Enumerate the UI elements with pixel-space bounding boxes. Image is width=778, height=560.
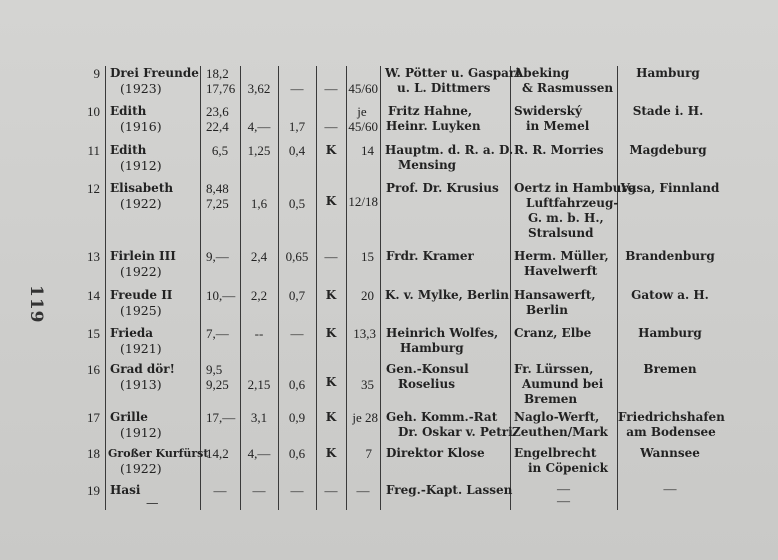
boat-year: (1925) <box>120 303 162 318</box>
owner-line-1: W. Pötter u. Gaspari <box>385 66 520 80</box>
beam-value: — <box>252 483 266 498</box>
boat-name: Drei Freunde <box>110 66 199 80</box>
sail-area: 12/18 <box>348 194 378 209</box>
boat-year: (1921) <box>120 341 162 356</box>
owner-line-1: Freg.-Kapt. Lassen <box>386 483 513 497</box>
beam-value: -- <box>254 326 264 341</box>
boat-year: (1912) <box>120 425 162 440</box>
home-port: Vasa, Finnland <box>620 181 720 195</box>
length-value: — <box>213 483 227 498</box>
owner-line-2: Roselius <box>398 377 455 391</box>
boat-name: Großer Kurfürst <box>108 447 209 460</box>
keel-type: — <box>324 119 338 134</box>
length-value-2: 7,25 <box>206 196 229 211</box>
sail-area-2: 45/60 <box>348 119 378 134</box>
builder-line-1: Oertz in Hamburg <box>514 181 637 195</box>
length-value: 9,— <box>206 249 229 264</box>
home-port: Gatow a. H. <box>631 288 709 302</box>
sail-area: 13,3 <box>353 326 376 341</box>
draft-value: — <box>290 326 304 341</box>
beam-value: 4,— <box>247 446 271 461</box>
boat-year: — <box>146 495 159 510</box>
boat-year: (1912) <box>120 158 162 173</box>
sail-area: 7 <box>365 446 372 461</box>
length-value: 10,— <box>206 288 236 303</box>
builder-line-1: R. R. Morries <box>514 143 604 157</box>
sail-area: 20 <box>361 288 374 303</box>
sail-area: 35 <box>361 377 374 392</box>
home-port: Brandenburg <box>625 249 715 263</box>
builder-line-1: Fr. Lürssen, <box>514 362 594 376</box>
row-number: 17 <box>87 410 100 425</box>
home-port: — <box>663 481 677 496</box>
builder-line-2: Havelwerft <box>524 264 598 278</box>
draft-value: 0,5 <box>288 196 306 211</box>
length-value-2: 17,76 <box>206 81 236 96</box>
sail-area: 14 <box>361 143 374 158</box>
keel-type: K <box>325 143 337 157</box>
boat-year: (1922) <box>120 461 162 476</box>
keel-type: K <box>325 194 337 208</box>
sail-area: je 28 <box>352 410 378 425</box>
boat-name: Elisabeth <box>110 181 174 195</box>
home-port: Wannsee <box>640 446 700 460</box>
row-number: 12 <box>87 181 100 196</box>
beam-value: 3,1 <box>250 410 268 425</box>
length-value: 23,6 <box>206 104 229 119</box>
length-value: 9,5 <box>206 362 223 377</box>
builder-line-2: Zeuthen/Mark <box>512 425 608 439</box>
boat-name: Frieda <box>110 326 153 340</box>
boat-year: (1923) <box>120 81 162 96</box>
boat-name: Edith <box>110 143 147 157</box>
boat-name: Hasi <box>110 483 141 497</box>
row-number: 18 <box>87 446 100 461</box>
row-number: 16 <box>87 362 100 377</box>
owner-line-1: Direktor Klose <box>386 446 485 460</box>
boat-year: (1913) <box>120 377 162 392</box>
builder-line-1: Abeking <box>514 66 570 80</box>
boat-name: Firlein III <box>110 249 176 263</box>
keel-type: — <box>324 483 338 498</box>
builder-line-1: — <box>557 481 570 496</box>
column-divider <box>105 66 106 510</box>
builder-line-1: Hansawerft, <box>514 288 596 302</box>
length-value: 14,2 <box>206 446 229 461</box>
builder-line-1: Swiderský <box>514 104 582 118</box>
sail-area: 45/60 <box>348 81 378 96</box>
builder-line-1: Cranz, Elbe <box>514 326 592 340</box>
column-divider <box>380 66 381 510</box>
owner-line-1: Geh. Komm.-Rat <box>386 410 498 424</box>
draft-value: — <box>290 483 304 498</box>
length-value-2: 22,4 <box>206 119 229 134</box>
owner-line-1: Fritz Hahne, <box>388 104 473 118</box>
home-port: Friedrichshafen <box>618 410 725 424</box>
column-divider <box>200 66 201 510</box>
builder-line-2: Aumund bei <box>522 377 604 391</box>
boat-year: (1922) <box>120 264 162 279</box>
draft-value: 0,6 <box>288 377 306 392</box>
length-value-2: 9,25 <box>206 377 229 392</box>
row-number: 11 <box>87 143 100 158</box>
beam-value: 1,6 <box>250 196 268 211</box>
boat-year: (1922) <box>120 196 162 211</box>
owner-line-2: Hamburg <box>400 341 464 355</box>
sail-area: je <box>357 104 367 119</box>
builder-line-2: Berlin <box>526 303 568 317</box>
row-number: 19 <box>87 483 100 498</box>
builder-line-1: Herm. Müller, <box>514 249 609 263</box>
owner-line-1: Frdr. Kramer <box>386 249 474 263</box>
length-value: 6,5 <box>211 143 229 158</box>
draft-value: — <box>290 81 304 96</box>
length-value: 7,— <box>206 326 229 341</box>
keel-type: K <box>325 375 337 389</box>
row-number: 9 <box>93 66 100 81</box>
row-number: 14 <box>87 288 100 303</box>
builder-line-2: in Memel <box>526 119 590 133</box>
sail-area: — <box>356 483 370 498</box>
owner-line-2: u. L. Dittmers <box>397 81 491 95</box>
boat-year: (1916) <box>120 119 162 134</box>
builder-line-2: Luftfahrzeug- <box>526 196 619 210</box>
draft-value: 0,9 <box>288 410 306 425</box>
owner-line-2: Mensing <box>398 158 457 172</box>
boat-name: Edith <box>110 104 147 118</box>
owner-line-2: Dr. Oskar v. Petri <box>398 425 513 439</box>
column-divider <box>510 66 511 510</box>
beam-value: 3,62 <box>247 81 271 96</box>
keel-type: — <box>324 249 338 264</box>
boat-name: Freude II <box>110 288 173 302</box>
home-port: Magdeburg <box>629 143 707 157</box>
boat-name: Grille <box>110 410 148 424</box>
draft-value: 0,7 <box>288 288 306 303</box>
builder-line-4: Stralsund <box>528 226 594 240</box>
beam-value: 4,— <box>247 119 271 134</box>
owner-line-1: Prof. Dr. Krusius <box>386 181 499 195</box>
builder-line-3: Bremen <box>524 392 578 406</box>
keel-type: K <box>325 410 337 424</box>
builder-line-3: G. m. b. H., <box>528 211 604 225</box>
home-port-2: am Bodensee <box>626 425 716 439</box>
draft-value: 0,4 <box>288 143 306 158</box>
length-value: 8,48 <box>206 181 229 196</box>
owner-line-1: Hauptm. d. R. a. D. <box>385 143 514 157</box>
page-number: 119 <box>26 285 46 324</box>
beam-value: 1,25 <box>247 143 271 158</box>
builder-line-2: in Cöpenick <box>528 461 608 475</box>
keel-type: K <box>325 446 337 460</box>
keel-type: K <box>325 288 337 302</box>
beam-value: 2,2 <box>250 288 268 303</box>
sail-area: 15 <box>361 249 374 264</box>
builder-line-1: Naglo-Werft, <box>514 410 600 424</box>
owner-line-1: Gen.-Konsul <box>386 362 469 376</box>
owner-line-2: Heinr. Luyken <box>386 119 481 133</box>
beam-value: 2,15 <box>247 377 271 392</box>
builder-line-1: Engelbrecht <box>514 446 597 460</box>
home-port: Bremen <box>643 362 697 376</box>
owner-line-1: Heinrich Wolfes, <box>386 326 499 340</box>
row-number: 13 <box>87 249 100 264</box>
keel-type: K <box>325 326 337 340</box>
length-value: 18,2 <box>206 66 229 81</box>
keel-type: — <box>324 81 338 96</box>
draft-value: 0,65 <box>285 249 309 264</box>
row-number: 10 <box>87 104 100 119</box>
home-port: Hamburg <box>638 326 702 340</box>
home-port: Stade i. H. <box>632 104 704 118</box>
builder-line-2: & Rasmussen <box>522 81 614 95</box>
length-value: 17,— <box>206 410 236 425</box>
draft-value: 1,7 <box>288 119 306 134</box>
home-port: Hamburg <box>636 66 700 80</box>
draft-value: 0,6 <box>288 446 306 461</box>
row-number: 15 <box>87 326 100 341</box>
beam-value: 2,4 <box>250 249 268 264</box>
owner-line-1: K. v. Mylke, Berlin <box>385 288 509 302</box>
boat-name: Grad dör! <box>110 362 175 376</box>
builder-line-2: — <box>557 493 570 508</box>
